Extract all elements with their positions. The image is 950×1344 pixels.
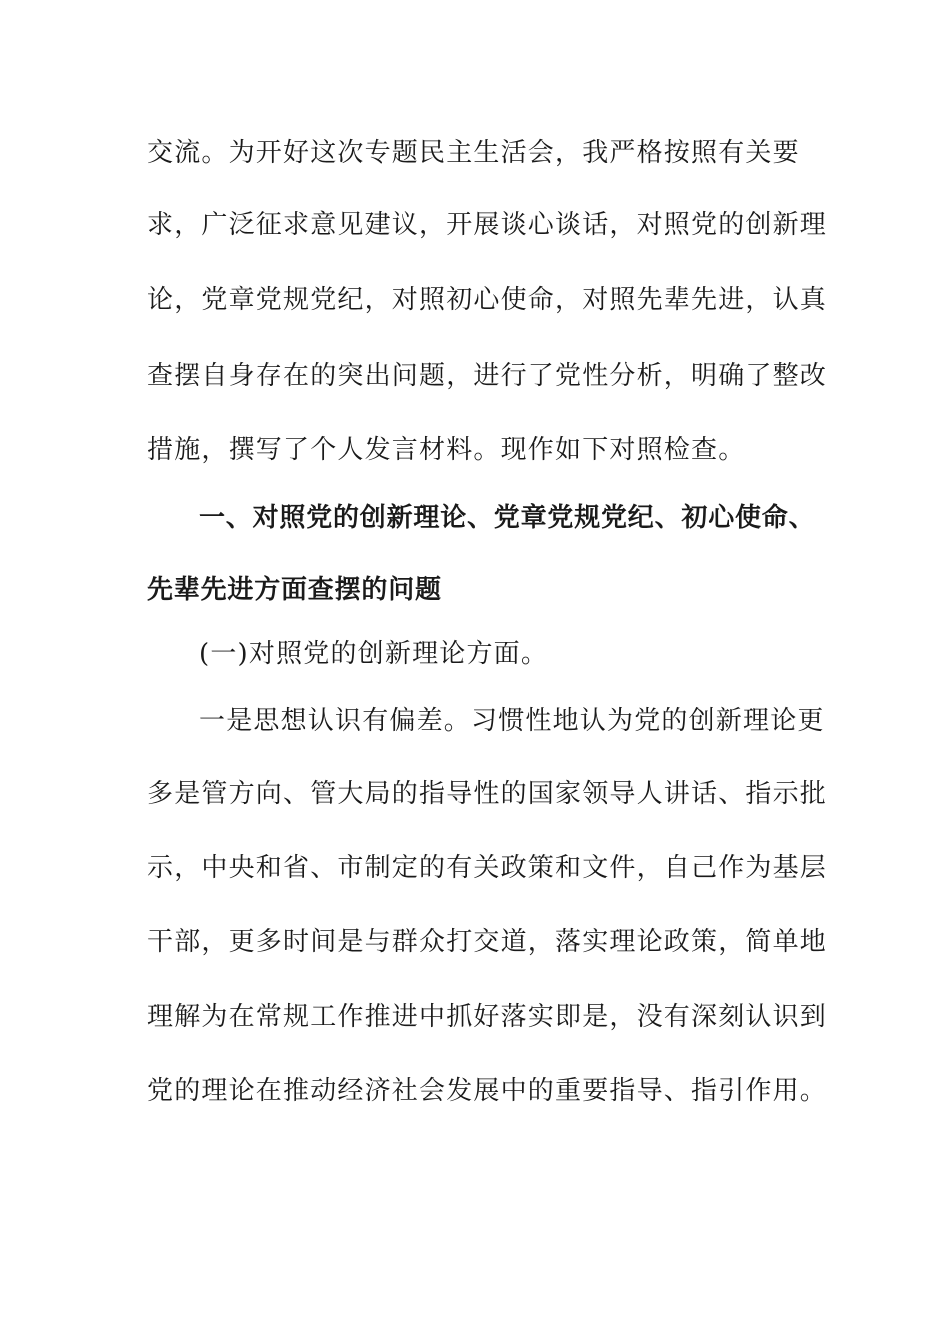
paragraph-line: 干部，更多时间是与群众打交道，落实理论政策，简单地 bbox=[147, 927, 828, 957]
paragraph-line: 示，中央和省、市制定的有关政策和文件，自己作为基层 bbox=[147, 853, 828, 883]
paragraph-line: 多是管方向、管大局的指导性的国家领导人讲话、指示批 bbox=[147, 779, 828, 809]
body-text-line: 求，广泛征求意见建议，开展谈心谈话，对照党的创新理 bbox=[147, 210, 828, 240]
paragraph-line: 理解为在常规工作推进中抓好落实即是，没有深刻认识到 bbox=[147, 1002, 828, 1032]
body-text-line: 措施，撰写了个人发言材料。现作如下对照检查。 bbox=[147, 435, 746, 465]
paragraph-line: 党的理论在推动经济社会发展中的重要指导、指引作用。 bbox=[147, 1076, 828, 1106]
section-heading-line: 先辈先进方面查摆的问题 bbox=[147, 575, 442, 605]
body-text-line: 论，党章党规党纪，对照初心使命，对照先辈先进，认真 bbox=[147, 285, 828, 315]
section-heading-line: 一、对照党的创新理论、党章党规党纪、初心使命、 bbox=[199, 503, 816, 533]
body-text-line: 查摆自身存在的突出问题，进行了党性分析，明确了整改 bbox=[147, 361, 828, 391]
paragraph-line: 一是思想认识有偏差。习惯性地认为党的创新理论更 bbox=[199, 706, 825, 736]
subsection-heading: (一)对照党的创新理论方面。 bbox=[199, 639, 549, 669]
body-text-line: 交流。为开好这次专题民主生活会，我严格按照有关要 bbox=[147, 138, 800, 168]
